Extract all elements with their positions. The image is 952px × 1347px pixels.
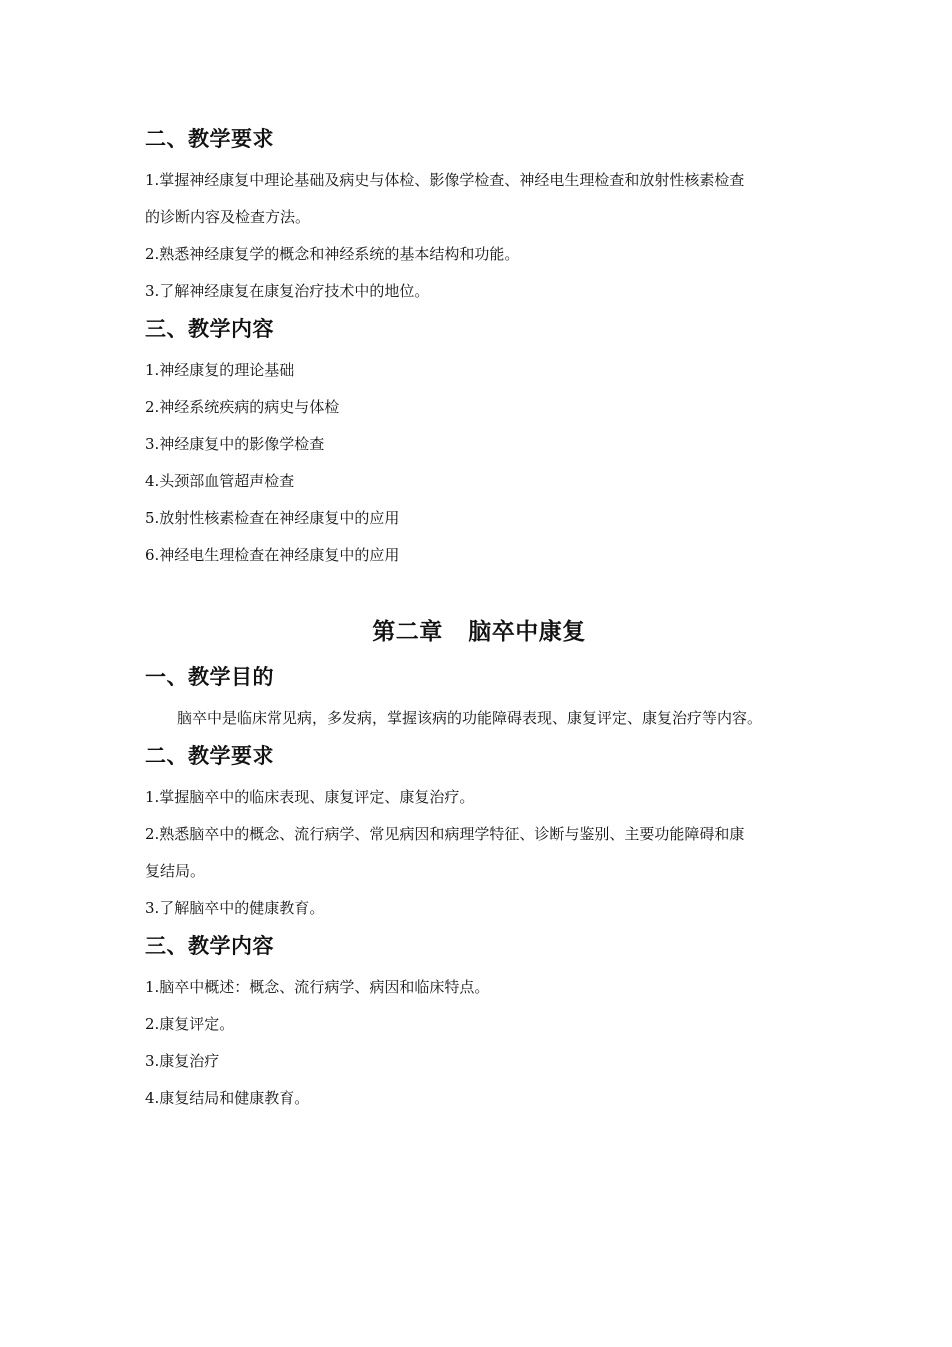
requirement-item: 2.熟悉脑卒中的概念、流行病学、常见病因和病理学特征、诊断与鉴别、主要功能障碍和康 bbox=[145, 825, 745, 843]
requirement-item-continuation: 的诊断内容及检查方法。 bbox=[145, 208, 311, 226]
content-item: 3.康复治疗 bbox=[145, 1052, 220, 1070]
chapter-title-text: 第二章 脑卒中康复 bbox=[372, 619, 586, 645]
content-item: 2.神经系统疾病的病史与体检 bbox=[145, 398, 340, 416]
content-item: 2.康复评定。 bbox=[145, 1015, 235, 1033]
content-item: 6.神经电生理检查在神经康复中的应用 bbox=[145, 546, 400, 564]
chapter-title bbox=[145, 614, 813, 650]
requirement-item-continuation: 复结局。 bbox=[145, 862, 206, 880]
content-item: 5.放射性核素检查在神经康复中的应用 bbox=[145, 509, 400, 527]
requirement-item: 1.掌握脑卒中的临床表现、康复评定、康复治疗。 bbox=[145, 788, 475, 806]
page-content bbox=[145, 124, 813, 1117]
requirement-item: 1.掌握神经康复中理论基础及病史与体检、影像学检查、神经电生理检查和放射性核素检查 bbox=[145, 171, 745, 189]
content-item: 3.神经康复中的影像学检查 bbox=[145, 435, 325, 453]
objectives-paragraph: 脑卒中是临床常见病，多发病，掌握该病的功能障碍表现、康复评定、康复治疗等内容。 bbox=[177, 709, 763, 727]
requirement-item: 3.了解神经康复在康复治疗技术中的地位。 bbox=[145, 282, 430, 300]
section-heading-requirements: 二、教学要求 bbox=[145, 127, 274, 151]
section-heading-contents: 三、教学内容 bbox=[145, 934, 274, 958]
content-item: 4.头颈部血管超声检查 bbox=[145, 472, 295, 490]
section-heading-objectives: 一、教学目的 bbox=[145, 665, 274, 689]
requirement-item: 3.了解脑卒中的健康教育。 bbox=[145, 899, 325, 917]
content-item: 1.脑卒中概述：概念、流行病学、病因和临床特点。 bbox=[145, 978, 490, 996]
content-item: 4.康复结局和健康教育。 bbox=[145, 1089, 310, 1107]
content-item: 1.神经康复的理论基础 bbox=[145, 361, 295, 379]
section-heading-requirements: 二、教学要求 bbox=[145, 744, 274, 768]
section-heading-contents: 三、教学内容 bbox=[145, 317, 274, 341]
requirement-item: 2.熟悉神经康复学的概念和神经系统的基本结构和功能。 bbox=[145, 245, 520, 263]
